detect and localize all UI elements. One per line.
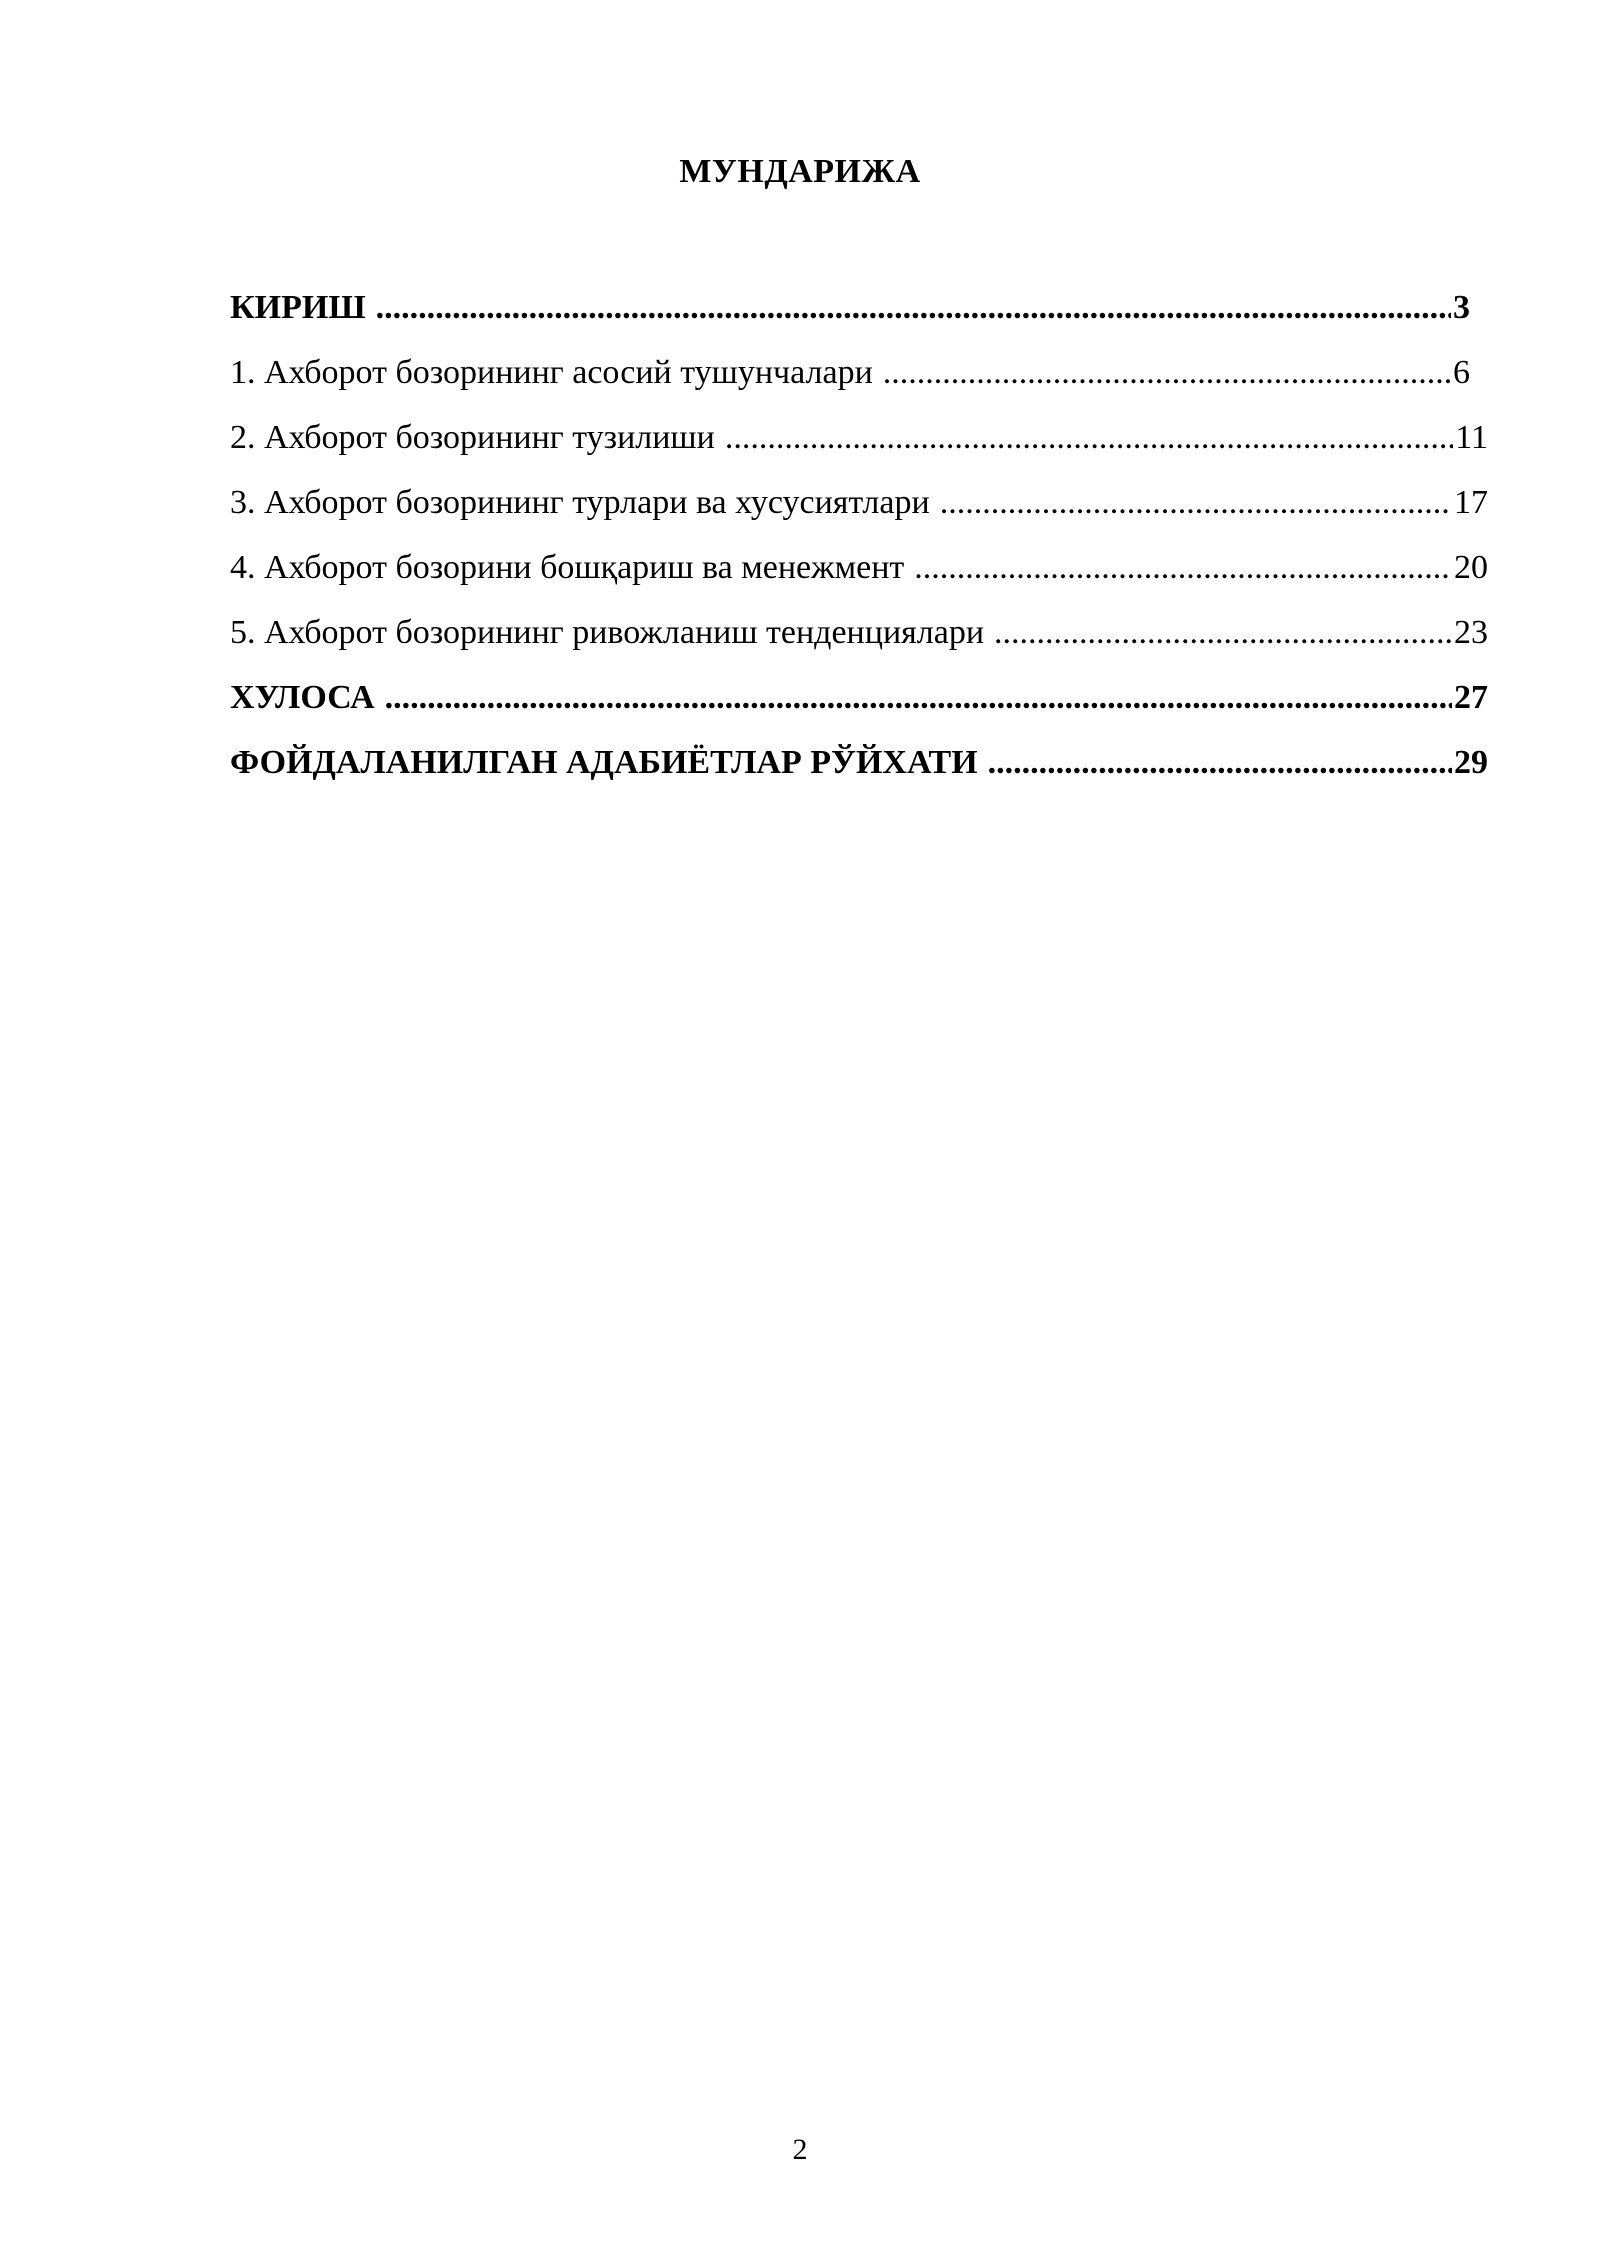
toc-dot-leader [994,608,1452,658]
toc-dot-leader [988,738,1452,788]
toc-entry-label: 5. Ахборот бозорининг ривожланиш тенденциялари [230,614,985,651]
toc-entry-bibliography[interactable] [230,738,1488,803]
toc-entry-page: 27 [1454,679,1488,716]
toc-dot-leader [883,348,1451,398]
toc-dot-leader [914,543,1452,593]
toc-entry-page: 6 [1453,354,1470,391]
toc-dot-leader [376,283,1451,333]
toc-entry-label: 3. Ахборот бозорининг турлари ва хусусиятлари [230,484,930,521]
toc-entry-introduction[interactable] [230,283,1488,348]
toc-title: МУНДАРИЖА [679,153,921,190]
toc-entry-chapter-2[interactable] [230,413,1488,478]
toc-entry-page: 29 [1454,744,1488,781]
toc-entry-conclusion[interactable] [230,673,1488,738]
toc-entry-label: ФОЙДАЛАНИЛГАН АДАБИЁТЛАР РЎЙХАТИ [230,744,978,781]
toc-dot-leader [385,673,1452,723]
toc-entry-page: 3 [1453,289,1470,326]
toc-entry-page: 17 [1454,484,1488,521]
toc-entry-page: 11 [1455,419,1488,456]
toc-entry-label: КИРИШ [230,289,366,326]
toc-dot-leader [940,478,1452,528]
toc-entry-label: 1. Ахборот бозорининг асосий тушунчалари [230,354,873,391]
toc-entry-label: ХУЛОСА [230,679,375,716]
toc-dot-leader [725,413,1453,463]
toc-entry-chapter-5[interactable] [230,608,1488,673]
toc-entry-page: 23 [1454,614,1488,651]
page-number: 2 [792,2133,808,2166]
toc-entry-label: 2. Ахборот бозорининг тузилиши [230,419,715,456]
toc-entry-chapter-3[interactable] [230,478,1488,543]
toc-entry-chapter-4[interactable] [230,543,1488,608]
table-of-contents [230,283,1488,803]
toc-entry-page: 20 [1454,549,1488,586]
toc-entry-label: 4. Ахборот бозорини бошқариш ва менежмент [230,549,905,586]
toc-entry-chapter-1[interactable] [230,348,1488,413]
